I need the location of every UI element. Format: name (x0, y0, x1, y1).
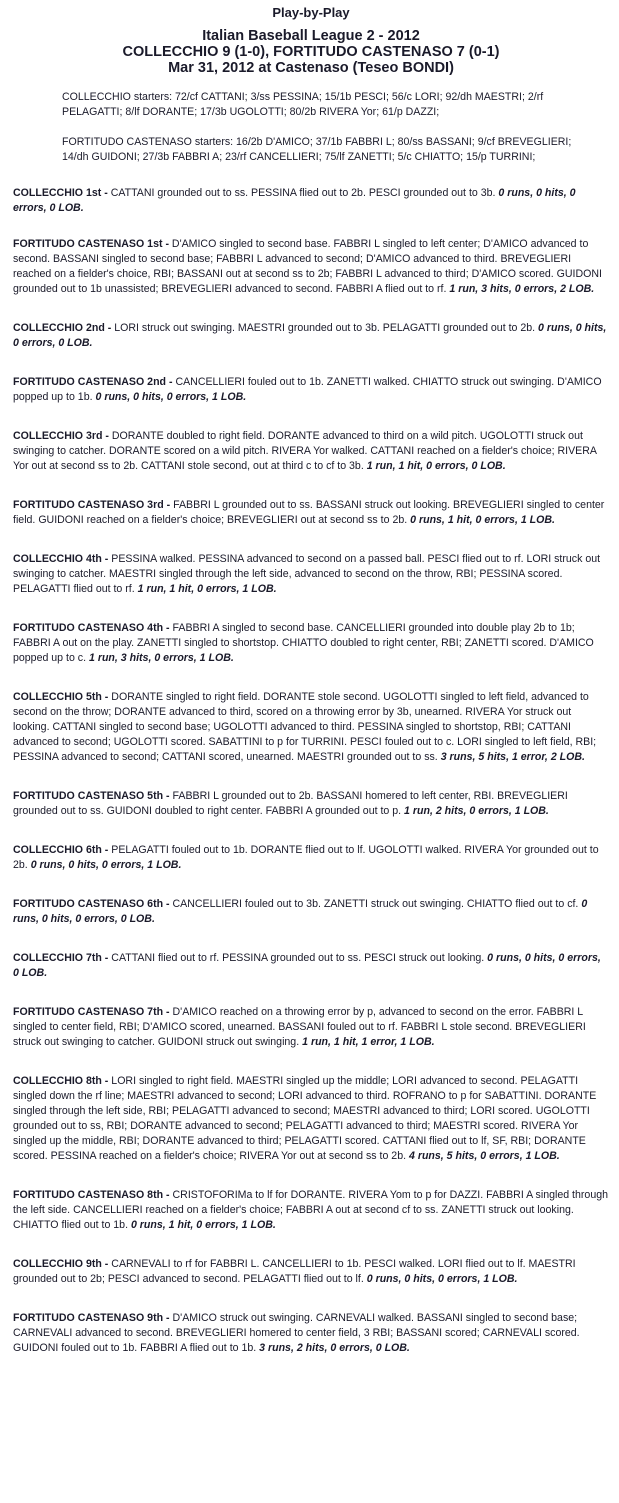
inning-6 (13, 498, 609, 528)
inning-team-label: COLLECCHIO 9th - (13, 1258, 109, 1270)
inning-summary: 0 runs, 0 hits, 0 errors, 0 LOB. (13, 952, 601, 979)
inning-plays: CANCELLIERI fouled out to 3b. ZANETTI struck out swinging. CHIATTO flied out to cf. (172, 898, 579, 910)
inning-2 (13, 237, 609, 297)
inning-summary: 1 run, 1 hit, 0 errors, 1 LOB. (137, 583, 277, 595)
inning-team-label: FORTITUDO CASTENASO 9th - (13, 1312, 170, 1324)
inning-summary: 3 runs, 5 hits, 1 error, 2 LOB. (440, 751, 585, 763)
inning-team-label: COLLECCHIO 7th - (13, 952, 109, 964)
inning-plays: D'AMICO struck out swinging. CARNEVALI walked. BASSANI singled to second base; CARNEVALI advanced to second. BREVEGLIERI homered to center field, 3 RBI; BASSANI scored; CARNEVALI scored. GUIDONI fouled out to 1b. FABBRI A flied out to 1b. (13, 1312, 580, 1354)
inning-summary: 1 run, 1 hit, 0 errors, 0 LOB. (366, 460, 506, 472)
inning-plays: D'AMICO singled to second base. FABBRI L singled to left center; D'AMICO advanced to second. BASSANI singled to second base; FABBRI L advanced to second; D'AMICO advanced to third. BREVEGLIERI reached on a fielder's choice, RBI; BASSANI out at second ss to 2b; FABBRI L advanced to third; D'AMICO scored. GUIDONI grounded out to 1b unassisted; BREVEGLIERI advanced to second. FABBRI A flied out to rf. (13, 238, 602, 295)
inning-team-label: COLLECCHIO 3rd - (13, 430, 109, 442)
inning-summary: 0 runs, 0 hits, 0 errors, 0 LOB. (13, 322, 607, 349)
inning-summary: 0 runs, 0 hits, 0 errors, 0 LOB. (13, 187, 576, 214)
inning-7 (13, 552, 609, 597)
inning-plays: DORANTE singled to right field. DORANTE stole second. UGOLOTTI singled to left field, advanced to second on the throw; DORANTE advanced to third, scored on a throwing error by 3b, unearned. RIVERA Yor struck out looking. CATTANI singled to second base; UGOLOTTI advanced to third. PESSINA singled to shortstop, RBI; CATTANI advanced to second; UGOLOTTI scored. SABATTINI to p for TURRINI. PESCI fouled out to c. LORI singled to left field, RBI; PESSINA advanced to second; CATTANI scored, unearned. MAESTRI grounded out to ss. (13, 691, 597, 763)
away-starters: FORTITUDO CASTENASO starters: 16/2b D'AMICO; 37/1b FABBRI L; 80/ss BASSANI; 9/cf BREVEGLIERI; 14/dh GUIDONI; 27/3b FABBRI A; 23/rf CANCELLIERI; 75/lf ZANETTI; 5/c CHIATTO; 15/p TURRINI; (62, 136, 572, 163)
page-title: Play-by-Play (272, 5, 350, 20)
inning-plays: CRISTOFORIMa to lf for DORANTE. RIVERA Yom to p for DAZZI. FABBRI A singled through the left side. CANCELLIERI reached on a fielder's choice; FABBRI A out at second cf to ss. ZANETTI struck out looking. CHIATTO flied out to 1b. (13, 1189, 608, 1231)
inning-team-label: FORTITUDO CASTENASO 2nd - (13, 376, 173, 388)
inning-1 (13, 186, 609, 216)
inning-plays: LORI singled to right field. MAESTRI singled up the middle; LORI advanced to second. PELAGATTI singled down the rf line; MAESTRI advanced to second; LORI advanced to third. ROFRANO to p for SABATTINI. DORANTE singled through the left side, RBI; PELAGATTI advanced to second; MAESTRI advanced to third; LORI scored. UGOLOTTI grounded out to ss, RBI; DORANTE advanced to second; PELAGATTI advanced to third; MAESTRI scored. RIVERA Yor singled up the middle, RBI; DORANTE advanced to third; PELAGATTI scored. CATTANI flied out to lf, SF, RBI; DORANTE scored. PESSINA reached on a fielder's choice; RIVERA Yor out at second ss to 2b. (13, 1075, 597, 1162)
inning-16 (13, 1188, 609, 1233)
innings-list (13, 186, 609, 1356)
inning-summary: 0 runs, 1 hit, 0 errors, 1 LOB. (410, 514, 555, 526)
matchup-title: COLLECCHIO 9 (1-0), FORTITUDO CASTENASO 7 (0-1) (122, 44, 500, 60)
inning-team-label: COLLECCHIO 6th - (13, 844, 109, 856)
inning-13 (13, 951, 609, 981)
inning-team-label: COLLECCHIO 5th - (13, 691, 109, 703)
inning-plays: CARNEVALI to rf for FABBRI L. CANCELLIERI to 1b. PESCI walked. LORI flied out to lf. MAESTRI grounded out to 2b; PESCI advanced to second. PELAGATTI flied out to lf. (13, 1258, 576, 1285)
inning-summary: 1 run, 3 hits, 0 errors, 2 LOB. (449, 283, 595, 295)
inning-5 (13, 429, 609, 474)
inning-18 (13, 1311, 609, 1356)
inning-summary: 0 runs, 0 hits, 0 errors, 1 LOB. (366, 1273, 518, 1285)
inning-team-label: FORTITUDO CASTENASO 6th - (13, 898, 170, 910)
home-starters: COLLECCHIO starters: 72/cf CATTANI; 3/ss PESSINA; 15/1b PESCI; 56/c LORI; 92/dh MAESTRI; 2/rf PELAGATTI; 8/lf DORANTE; 17/3b UGOLOTTI; 80/2b RIVERA Yor; 61/p DAZZI; (62, 91, 544, 118)
inning-team-label: FORTITUDO CASTENASO 7th - (13, 1006, 170, 1018)
inning-team-label: COLLECCHIO 2nd - (13, 322, 112, 334)
inning-team-label: COLLECCHIO 8th - (13, 1075, 109, 1087)
inning-4 (13, 375, 609, 405)
inning-plays: PELAGATTI fouled out to 1b. DORANTE flied out to lf. UGOLOTTI walked. RIVERA Yor grounded out to 2b. (13, 844, 599, 871)
inning-summary: 1 run, 2 hits, 0 errors, 1 LOB. (404, 805, 549, 817)
date-venue: Mar 31, 2012 at Castenaso (Teseo BONDI) (168, 60, 454, 76)
inning-summary: 4 runs, 5 hits, 0 errors, 1 LOB. (409, 1150, 560, 1162)
inning-plays: CATTANI flied out to rf. PESSINA grounded out to ss. PESCI struck out looking. (111, 952, 485, 964)
inning-summary: 1 run, 3 hits, 0 errors, 1 LOB. (89, 652, 234, 664)
inning-summary: 3 runs, 2 hits, 0 errors, 0 LOB. (259, 1342, 410, 1354)
inning-team-label: FORTITUDO CASTENASO 5th - (13, 790, 170, 802)
inning-summary: 0 runs, 0 hits, 0 errors, 1 LOB. (30, 859, 182, 871)
inning-summary: 0 runs, 0 hits, 0 errors, 1 LOB. (95, 391, 247, 403)
inning-team-label: COLLECCHIO 1st - (13, 187, 108, 199)
inning-team-label: FORTITUDO CASTENASO 1st - (13, 238, 169, 250)
league-title: Italian Baseball League 2 - 2012 (202, 28, 420, 44)
inning-team-label: FORTITUDO CASTENASO 4th - (13, 622, 170, 634)
inning-3 (13, 321, 609, 351)
inning-summary: 0 runs, 1 hit, 0 errors, 1 LOB. (130, 1219, 276, 1231)
inning-15 (13, 1074, 609, 1164)
inning-team-label: FORTITUDO CASTENASO 8th - (13, 1189, 170, 1201)
inning-11 (13, 843, 609, 873)
inning-14 (13, 1005, 609, 1050)
inning-team-label: FORTITUDO CASTENASO 3rd - (13, 499, 171, 511)
inning-summary: 0 runs, 0 hits, 0 errors, 0 LOB. (13, 898, 588, 925)
inning-17 (13, 1257, 609, 1287)
inning-plays: CATTANI grounded out to ss. PESSINA flied out to 2b. PESCI grounded out to 3b. (110, 187, 496, 199)
inning-8 (13, 621, 609, 666)
inning-9 (13, 690, 609, 765)
inning-plays: CANCELLIERI fouled out to 1b. ZANETTI walked. CHIATTO struck out swinging. D'AMICO popped up to 1b. (13, 376, 602, 403)
inning-10 (13, 789, 609, 819)
inning-plays: LORI struck out swinging. MAESTRI grounded out to 3b. PELAGATTI grounded out to 2b. (114, 322, 536, 334)
inning-plays: PESSINA walked. PESSINA advanced to second on a passed ball. PESCI flied out to rf. LORI struck out swinging to catcher. MAESTRI singled through the left side, advanced to second on the throw, RBI; PESSINA scored. PELAGATTI flied out to rf. (13, 553, 601, 595)
inning-team-label: COLLECCHIO 4th - (13, 553, 109, 565)
inning-plays: FABBRI A singled to second base. CANCELLIERI grounded into double play 2b to 1b; FABBRI A out on the play. ZANETTI singled to shortstop. CHIATTO doubled to right center, RBI; ZANETTI scored. D'AMICO popped up to c. (13, 622, 594, 664)
inning-plays: FABBRI L grounded out to ss. BASSANI struck out looking. BREVEGLIERI singled to center field. GUIDONI reached on a fielder's choice; BREVEGLIERI out at second ss to 2b. (13, 499, 605, 526)
inning-plays: D'AMICO reached on a throwing error by p, advanced to second on the error. FABBRI L singled to center field, RBI; D'AMICO scored, unearned. BASSANI fouled out to rf. FABBRI L stole second. BREVEGLIERI struck out swinging to catcher. GUIDONI struck out swinging. (13, 1006, 586, 1048)
inning-12 (13, 897, 609, 927)
inning-summary: 1 run, 1 hit, 1 error, 1 LOB. (302, 1036, 435, 1048)
inning-plays: FABBRI L grounded out to 2b. BASSANI homered to left center, RBI. BREVEGLIERI grounded out to ss. GUIDONI doubled to right center. FABBRI A grounded out to p. (13, 790, 568, 817)
inning-plays: DORANTE doubled to right field. DORANTE advanced to third on a wild pitch. UGOLOTTI struck out swinging to catcher. DORANTE scored on a wild pitch. RIVERA Yor walked. CATTANI reached on a fielder's choice; RIVERA Yor out at second ss to 2b. CATTANI stole second, out at third c to cf to 3b. (13, 430, 597, 472)
